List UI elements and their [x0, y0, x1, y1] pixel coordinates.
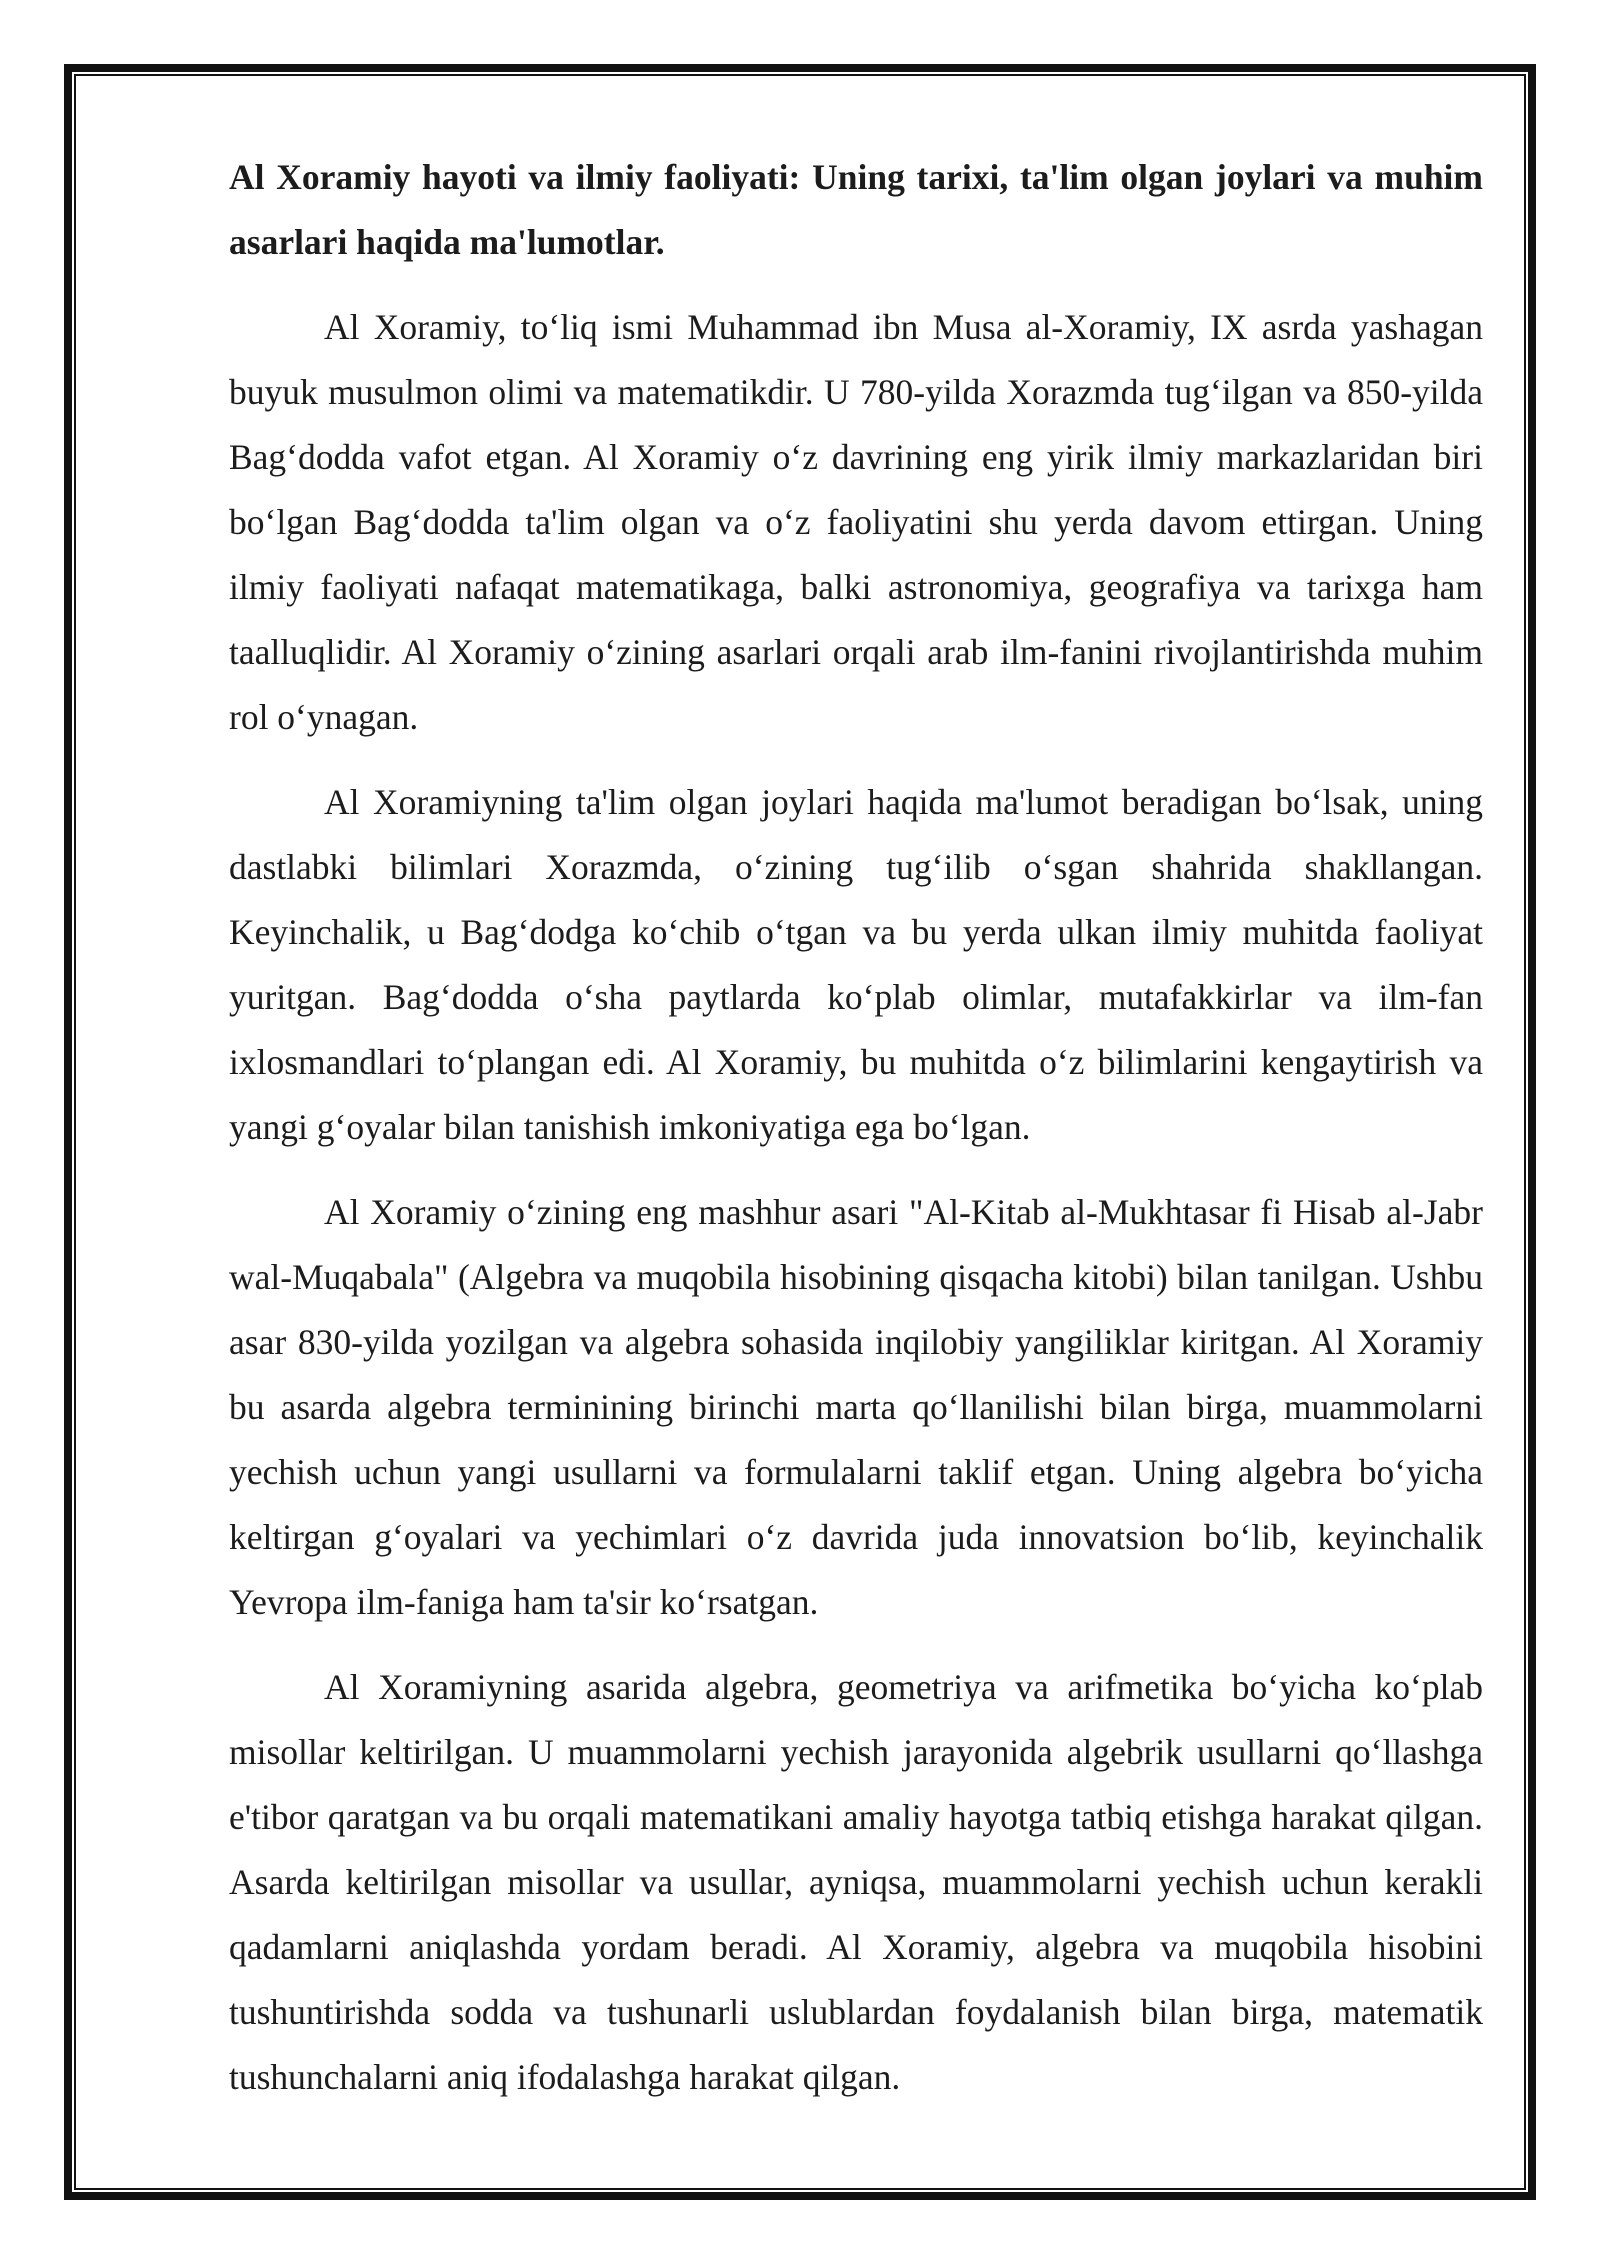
paragraph-2: Al Xoramiyning ta'lim olgan joylari haqida ma'lumot beradigan bo‘lsak, uning dastlabki bilimlari Xorazmda, o‘zining tug‘ilib o‘sgan shahrida shakllangan. Keyinchalik, u Bag‘dodga ko‘chib o‘tgan va bu yerda ulkan ilmiy muhitda faoliyat yuritgan. Bag‘dodda o‘sha paytlarda ko‘plab olimlar, mutafakkirlar va ilm-fan ixlosmandlari to‘plangan edi. Al Xoramiy, bu muhitda o‘z bilimlarini kengaytirish va yangi g‘oyalar bilan tanishish imkoniyatiga ega bo‘lgan.	[229, 782, 1483, 1147]
paragraph-1: Al Xoramiy, to‘liq ismi Muhammad ibn Musa al-Xoramiy, IX asrda yashagan buyuk musulmon olimi va matematikdir. U 780-yilda Xorazmda tug‘ilgan va 850-yilda Bag‘dodda vafot etgan. Al Xoramiy o‘z davrining eng yirik ilmiy markazlaridan biri bo‘lgan Bag‘dodda ta'lim olgan va o‘z faoliyatini shu yerda davom ettirgan. Uning ilmiy faoliyati nafaqat matematikaga, balki astronomiya, geografiya va tarixga ham taalluqlidir. Al Xoramiy o‘zining asarlari orqali arab ilm-fanini rivojlantirishda muhim rol o‘ynagan.	[229, 307, 1483, 737]
document-body	[229, 145, 1483, 2130]
paragraph-4: Al Xoramiyning asarida algebra, geometriya va arifmetika bo‘yicha ko‘plab misollar keltirilgan. U muammolarni yechish jarayonida algebrik usullarni qo‘llashga e'tibor qaratgan va bu orqali matematikani amaliy hayotga tatbiq etishga harakat qilgan. Asarda keltirilgan misollar va usullar, ayniqsa, muammolarni yechish uchun kerakli qadamlarni aniqlashda yordam beradi. Al Xoramiy, algebra va muqobila hisobini tushuntirishda sodda va tushunarli uslublardan foydalanish bilan birga, matematik tushunchalarni aniq ifodalashga harakat qilgan.	[229, 1667, 1483, 2097]
paragraph-3: Al Xoramiy o‘zining eng mashhur asari "Al-Kitab al-Mukhtasar fi Hisab al-Jabr wal-Muqabala" (Algebra va muqobila hisobining qisqacha kitobi) bilan tanilgan. Ushbu asar 830-yilda yozilgan va algebra sohasida inqilobiy yangiliklar kiritgan. Al Xoramiy bu asarda algebra terminining birinchi marta qo‘llanilishi bilan birga, muammolarni yechish uchun yangi usullarni va formulalarni taklif etgan. Uning algebra bo‘yicha keltirgan g‘oyalari va yechimlari o‘z davrida juda innovatsion bo‘lib, keyinchalik Yevropa ilm-faniga ham ta'sir ko‘rsatgan.	[229, 1192, 1483, 1622]
document-title: Al Xoramiy hayoti va ilmiy faoliyati: Uning tarixi, ta'lim olgan joylari va muhim asarlari haqida ma'lumotlar.	[229, 157, 1483, 262]
